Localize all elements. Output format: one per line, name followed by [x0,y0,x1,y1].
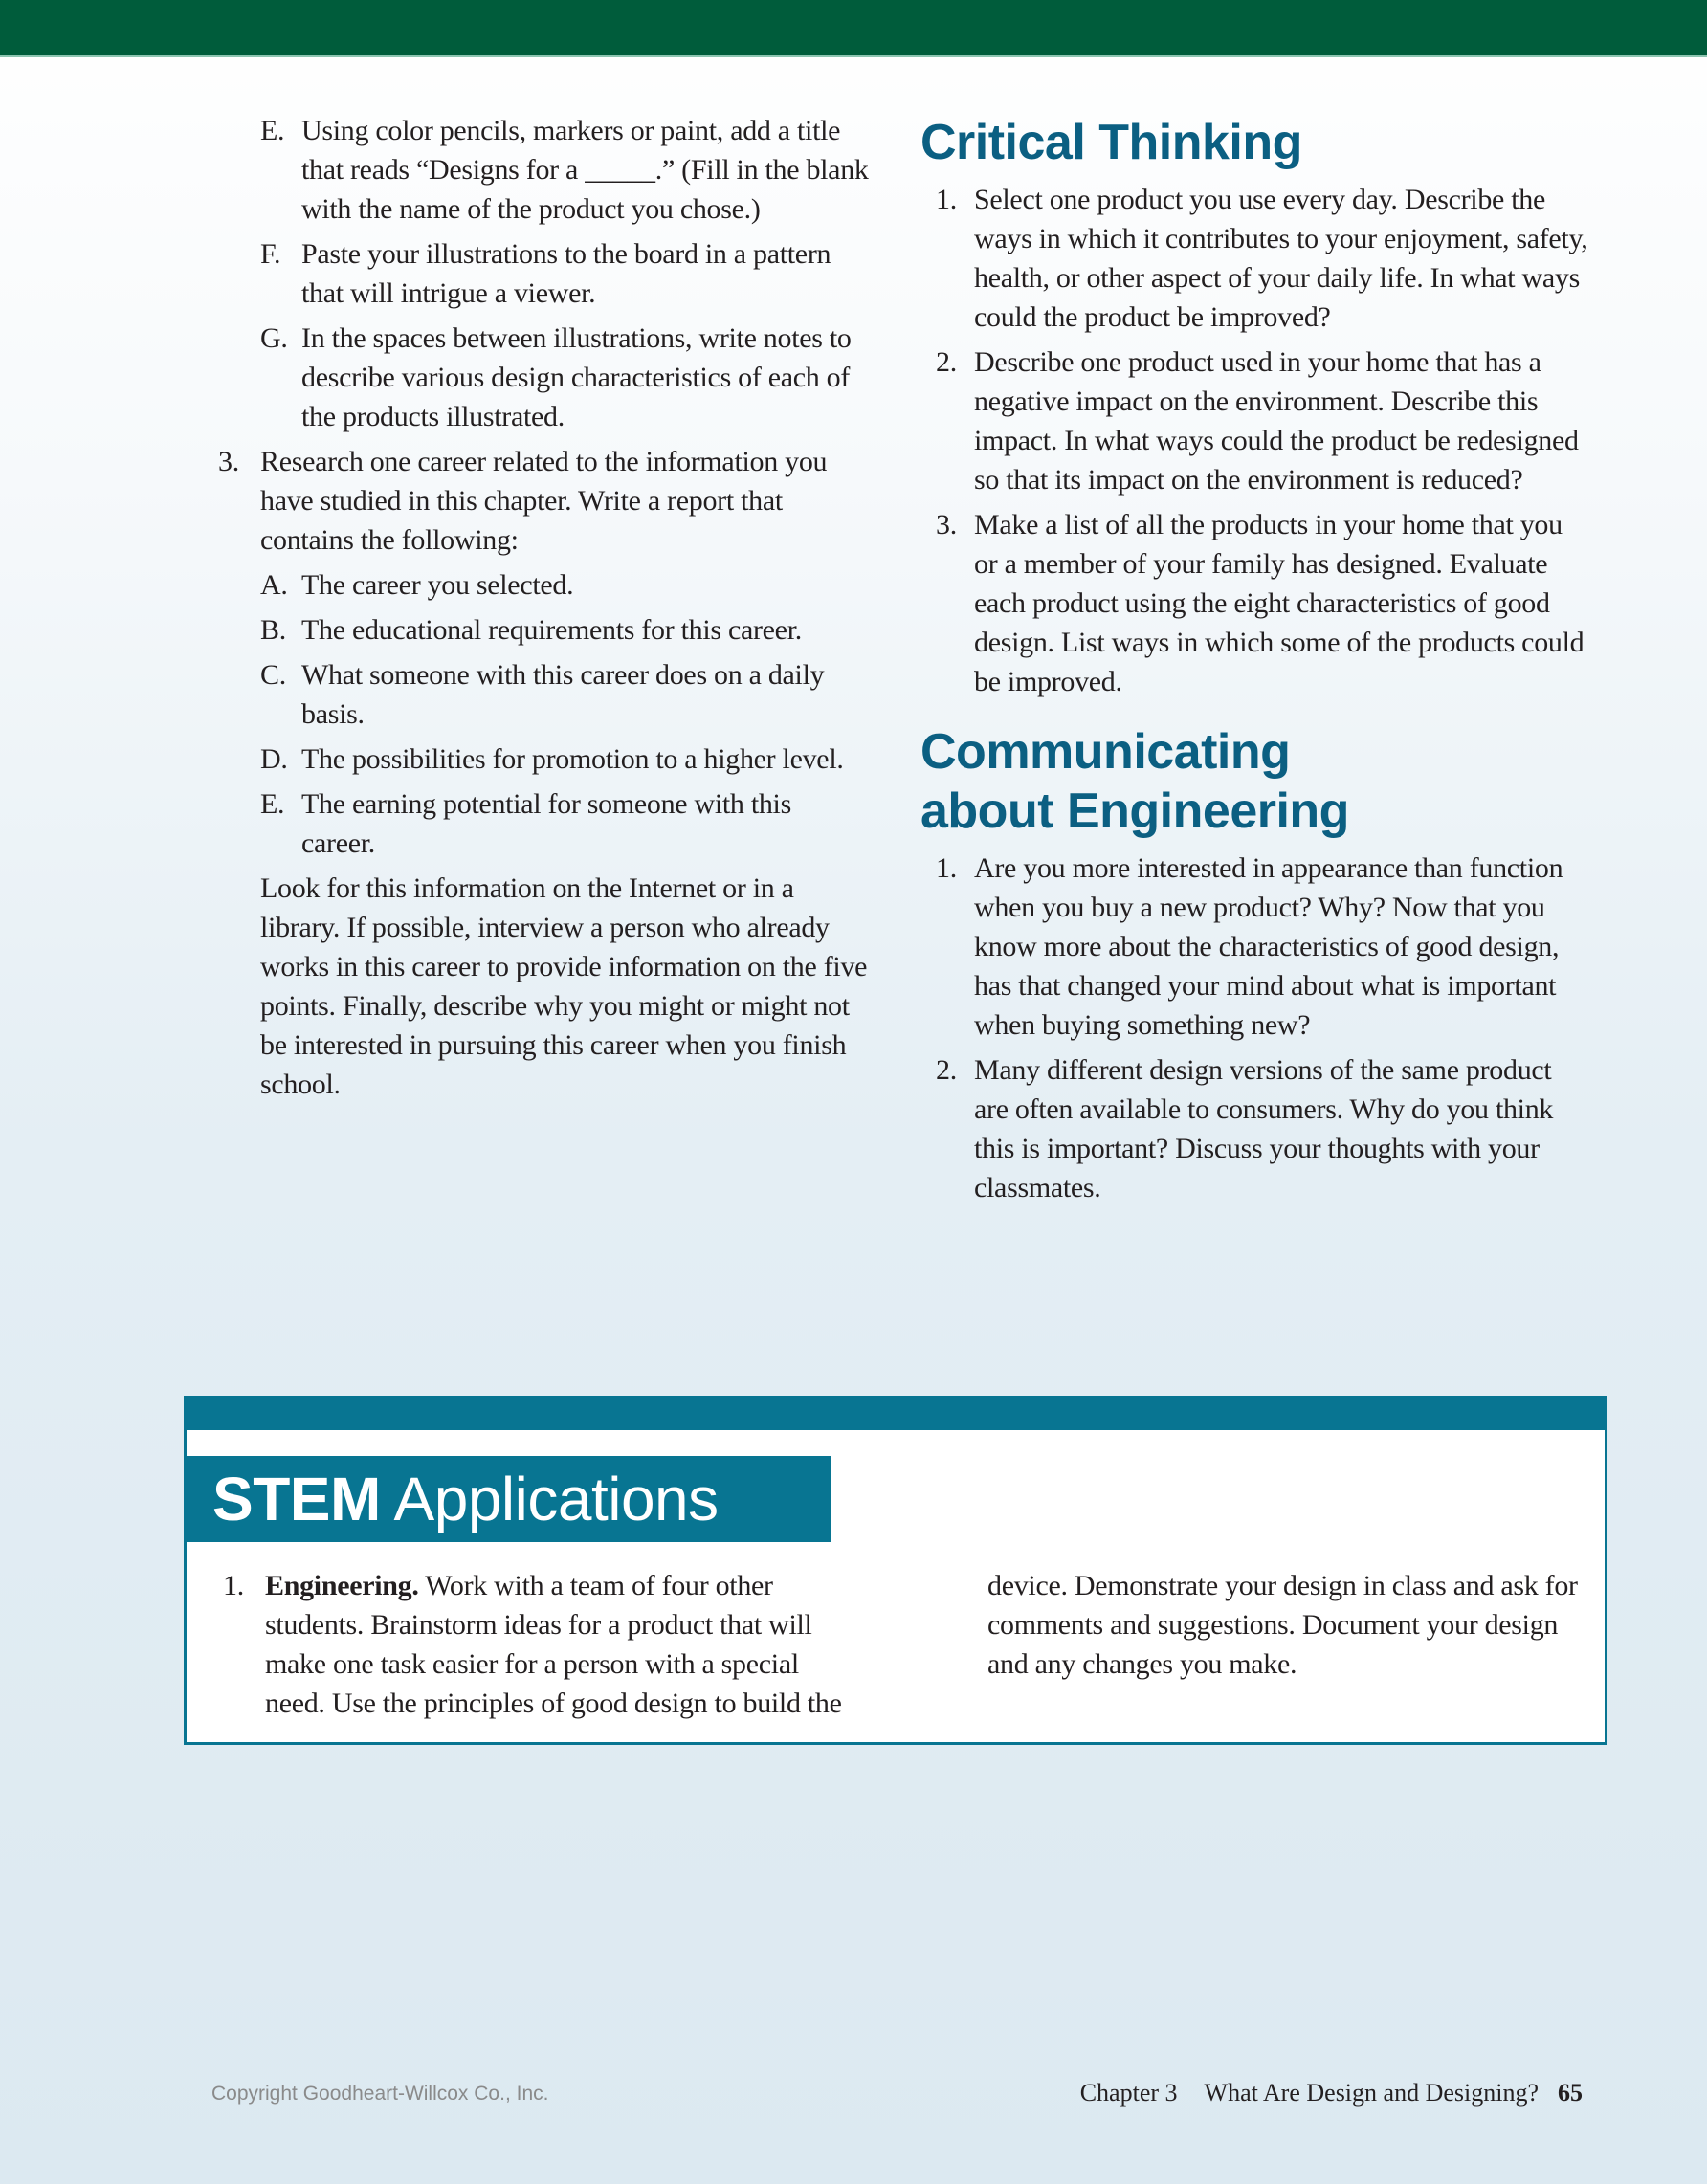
list-item [218,442,869,560]
copyright: Copyright Goodheart-Willcox Co., Inc. [211,2083,549,2105]
list-text: Describe one product used in your home that has a negative impact on the environment. Describe this impact. In what ways could the product be redesigned so that its impact on the environment is reduced? [974,346,1579,496]
list-text: Paste your illustrations to the board in a pattern that will intrigue a viewer. [301,238,831,309]
list-text: Select one product you use every day. Describe the ways in which it contributes to your enjoyment, safety, health, or other aspect of your daily life. In what ways could the product be improved? [974,184,1588,333]
list-text: Research one career related to the information you have studied in this chapter. Write a report that contains the following: [260,446,828,556]
list-marker: E. [260,788,285,820]
stem-applications-box [184,1396,1607,1745]
chapter-title: What Are Design and Designing? [1204,2079,1539,2107]
stem-title-bold: STEM [212,1465,381,1533]
list-marker: A. [260,569,288,601]
list-item [218,234,869,313]
list-item [920,342,1590,499]
list-item [218,784,869,863]
list-item [920,849,1590,1045]
stem-title-rest: Applications [393,1465,719,1533]
list-item [218,565,869,605]
list-text: In the spaces between illustrations, write notes to describe various design characteristics of each of the products illustrated. [301,322,852,432]
list-text: The educational requirements for this career. [301,614,802,646]
list-item [218,610,869,650]
list-text: Make a list of all the products in your home that you or a member of your family has designed. Evaluate each product using the eight characteristics of good design. List ways in which some of the products could be improved. [974,509,1585,697]
list-marker: 3. [218,446,239,477]
list-text [223,1566,1582,1723]
list-item [920,180,1590,337]
list-item [218,319,869,436]
closing-paragraph: Look for this information on the Internet or in a library. If possible, interview a person who already works in this career to provide information on the five points. Finally, describe why you might or might not be interested in pursuing this career when you finish school. [260,872,868,1100]
list-marker: 2. [936,346,957,378]
list-text: The possibilities for promotion to a higher level. [301,743,844,775]
list-text: Using color pencils, markers or paint, add a title that reads “Designs for a _____.” (Fill in the blank with the name of the product you chose.) [301,115,869,225]
list-item [920,1050,1590,1207]
stem-item-label: Engineering. [265,1570,419,1601]
list-marker: G. [260,322,288,354]
list-text: Many different design versions of the same product are often available to consumers. Why do you think this is important? Discuss your thoughts with your classmates. [974,1054,1554,1203]
list-marker: 1. [936,184,957,215]
top-header-bar [0,0,1707,57]
list-marker: C. [260,659,286,691]
list-text: What someone with this career does on a daily basis. [301,659,825,730]
stem-item-text: Work with a team of four other students. Brainstorm ideas for a product that will make one task easier for a person with a special need. Use the principles of good design to build the device. Demonstrate your design in class and ask for comments and suggestions. Document your design and any changes you make. [265,1570,1578,1719]
list-marker: B. [260,614,286,646]
chapter-number: Chapter 3 [1079,2079,1178,2107]
list-text: Are you more interested in appearance than function when you buy a new product? Why? Now that you know more about the characteristics of good design, has that changed your mind about what is important when buying something new? [974,852,1563,1041]
list-marker: 1. [223,1570,244,1601]
list-marker: D. [260,743,288,775]
list-item [218,739,869,779]
page-footer [1080,2079,1583,2107]
critical-thinking-heading: Critical Thinking [920,115,1302,170]
list-marker: 2. [936,1054,957,1086]
page-number: 65 [1558,2079,1583,2107]
stem-top-bar [187,1399,1605,1430]
list-marker: 3. [936,509,957,540]
list-text: The earning potential for someone with this career. [301,788,791,859]
left-column [218,111,869,1104]
list-marker: E. [260,115,285,146]
stem-item [223,1566,1582,1723]
right-column [920,113,1590,1213]
list-text: The career you selected. [301,569,574,601]
communicating-heading: Communicating about Engineering [920,724,1349,839]
list-marker: F. [260,238,281,270]
list-item [218,655,869,734]
list-marker: 1. [936,852,957,884]
stem-title [187,1456,831,1542]
list-item [920,505,1590,701]
list-item [218,111,869,229]
